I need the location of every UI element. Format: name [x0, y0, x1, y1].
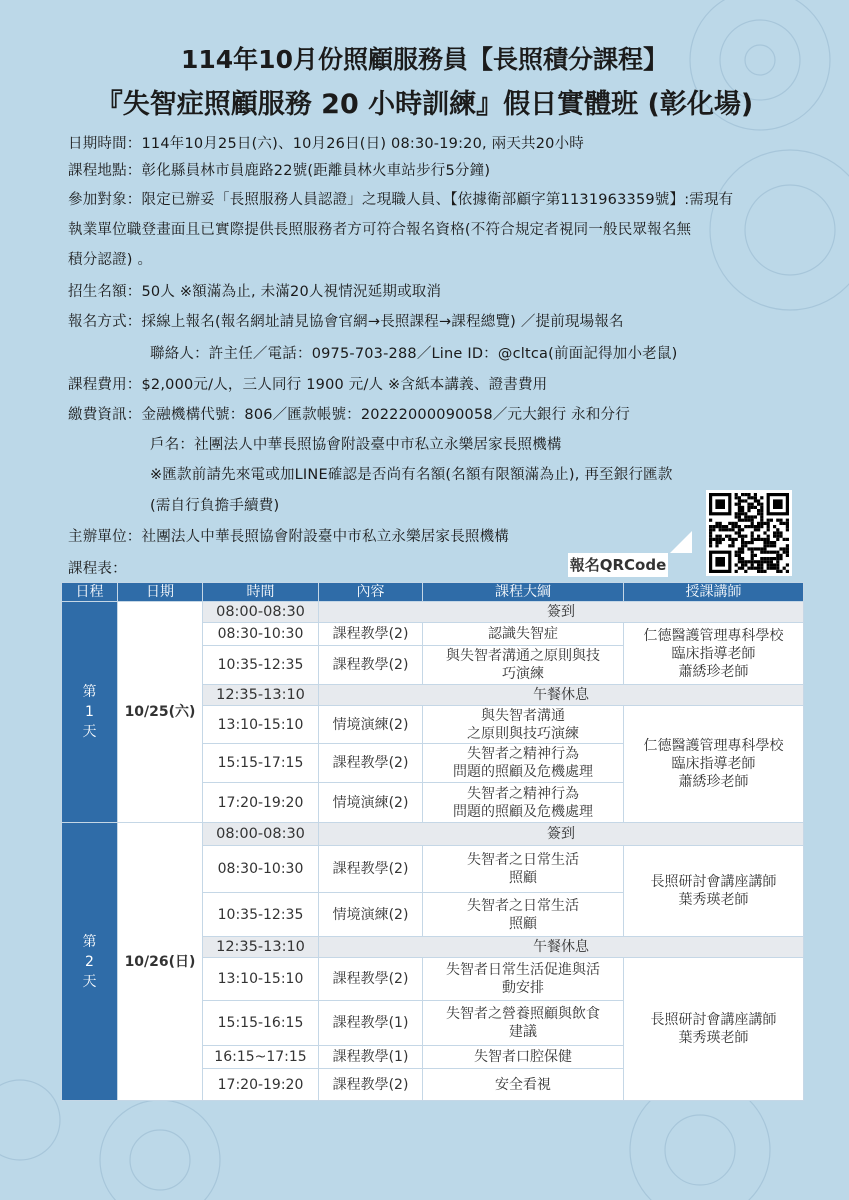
- column-header: 授課講師: [624, 583, 804, 602]
- info-organizer: 主辦單位：社團法人中華長照協會附設臺中市私立永樂居家長照機構: [68, 529, 509, 545]
- content-cell: 課程教學(1): [319, 1046, 423, 1069]
- info-schedule-label: 課程表：: [68, 561, 127, 577]
- time-cell: 10:35-12:35: [203, 646, 319, 685]
- teacher-cell: 長照研討會講座講師 葉秀瑛老師: [624, 846, 804, 937]
- break-cell: 午餐休息: [319, 685, 804, 706]
- info-fee-note: (需自行負擔手續費): [150, 498, 280, 514]
- registration-qr-code[interactable]: [706, 490, 792, 576]
- date-cell: 10/25(六): [118, 602, 203, 823]
- outline-cell: 失智者之精神行為 問題的照顧及危機處理: [423, 744, 624, 783]
- break-cell: 簽到: [319, 602, 804, 623]
- time-cell: 08:00-08:30: [203, 823, 319, 846]
- outline-cell: 與失智者溝通之原則與技 巧演練: [423, 646, 624, 685]
- table-row: [62, 823, 804, 846]
- info-location: 課程地點：彰化縣員林市員鹿路22號(距離員林火車站步行5分鐘): [68, 163, 491, 179]
- time-cell: 08:00-08:30: [203, 602, 319, 623]
- outline-cell: 失智者之日常生活 照顧: [423, 893, 624, 937]
- content-cell: 課程教學(1): [319, 1001, 423, 1046]
- time-cell: 16:15~17:15: [203, 1046, 319, 1069]
- outline-cell: 失智者之日常生活 照顧: [423, 846, 624, 893]
- teacher-cell: 仁德醫護管理專科學校 臨床指導老師 蕭綉珍老師: [624, 706, 804, 823]
- column-header: 日程: [62, 583, 118, 602]
- time-cell: 13:10-15:10: [203, 706, 319, 744]
- time-cell: 15:15-16:15: [203, 1001, 319, 1046]
- qr-callout-tail: [670, 531, 692, 553]
- flyer-title-line1: 114年10月份照顧服務員【長照積分課程】: [181, 45, 668, 74]
- content-cell: 課程教學(2): [319, 646, 423, 685]
- teacher-cell: 仁德醫護管理專科學校 臨床指導老師 蕭綉珍老師: [624, 623, 804, 685]
- outline-cell: 與失智者溝通 之原則與技巧演練: [423, 706, 624, 744]
- content-cell: 課程教學(2): [319, 623, 423, 646]
- content-cell: 課程教學(2): [319, 958, 423, 1001]
- content-cell: 課程教學(2): [319, 1069, 423, 1101]
- date-cell: 10/26(日): [118, 823, 203, 1101]
- content-cell: 情境演練(2): [319, 706, 423, 744]
- break-cell: 午餐休息: [319, 937, 804, 958]
- time-cell: 12:35-13:10: [203, 685, 319, 706]
- time-cell: 17:20-19:20: [203, 783, 319, 823]
- outline-cell: 失智者口腔保健: [423, 1046, 624, 1069]
- content-cell: 情境演練(2): [319, 783, 423, 823]
- time-cell: 17:20-19:20: [203, 1069, 319, 1101]
- column-header: 課程大綱: [423, 583, 624, 602]
- column-header: 時間: [203, 583, 319, 602]
- flyer-title-line2: 『失智症照顧服務 20 小時訓練』假日實體班 (彰化場): [95, 89, 754, 120]
- break-cell: 簽到: [319, 823, 804, 846]
- course-schedule-table: [61, 582, 804, 1101]
- info-eligibility-end: 積分認證) 。: [68, 252, 153, 268]
- outline-cell: 失智者之營養照顧與飲食 建議: [423, 1001, 624, 1046]
- time-cell: 08:30-10:30: [203, 846, 319, 893]
- outline-cell: 失智者之精神行為 問題的照顧及危機處理: [423, 783, 624, 823]
- time-cell: 15:15-17:15: [203, 744, 319, 783]
- content-cell: 課程教學(2): [319, 846, 423, 893]
- outline-cell: 失智者日常生活促進與活 動安排: [423, 958, 624, 1001]
- teacher-cell: 長照研討會講座講師 葉秀瑛老師: [624, 958, 804, 1101]
- info-registration: 報名方式：採線上報名(報名網址請見協會官網→長照課程→課程總覽) ／提前現場報名: [68, 314, 624, 330]
- info-eligibility: 參加對象：限定已辦妥「長照服務人員認證」之現職人員、【依據衛部顧字第1131963359號】:需現有: [68, 192, 734, 208]
- outline-cell: 安全看視: [423, 1069, 624, 1101]
- info-payment-note: ※匯款前請先來電或加LINE確認是否尚有名額(名額有限額滿為止), 再至銀行匯款: [150, 467, 673, 483]
- info-contact: 聯絡人：許主任／電話：0975-703-288／Line ID：@cltca(前面記得加小老鼠): [150, 346, 678, 362]
- table-row: [62, 602, 804, 623]
- time-cell: 08:30-10:30: [203, 623, 319, 646]
- column-header: 內容: [319, 583, 423, 602]
- column-header: 日期: [118, 583, 203, 602]
- info-quota: 招生名額：50人 ※額滿為止, 未滿20人視情況延期或取消: [68, 284, 442, 300]
- day-label: 第 2 天: [62, 823, 118, 1101]
- outline-cell: 認識失智症: [423, 623, 624, 646]
- time-cell: 13:10-15:10: [203, 958, 319, 1001]
- info-date-time: 日期時間：114年10月25日(六)、10月26日(日) 08:30-19:20, 兩天共20小時: [68, 136, 584, 152]
- day-label: 第 1 天: [62, 602, 118, 823]
- qr-label: 報名QRCode: [568, 553, 668, 577]
- time-cell: 10:35-12:35: [203, 893, 319, 937]
- content-cell: 課程教學(2): [319, 744, 423, 783]
- time-cell: 12:35-13:10: [203, 937, 319, 958]
- info-fee: 課程費用：$2,000元/人，三人同行 1900 元/人 ※含紙本講義、證書費用: [68, 377, 548, 393]
- info-account-name: 戶名：社團法人中華長照協會附設臺中市私立永樂居家長照機構: [150, 437, 562, 453]
- info-payment: 繳費資訊：金融機構代號：806／匯款帳號：20222000090058／元大銀行 永和分行: [68, 407, 630, 423]
- info-eligibility-cont: 執業單位職登畫面且已實際提供長照服務者方可符合報名資格(不符合規定者視同一般民眾報名無: [68, 222, 692, 238]
- content-cell: 情境演練(2): [319, 893, 423, 937]
